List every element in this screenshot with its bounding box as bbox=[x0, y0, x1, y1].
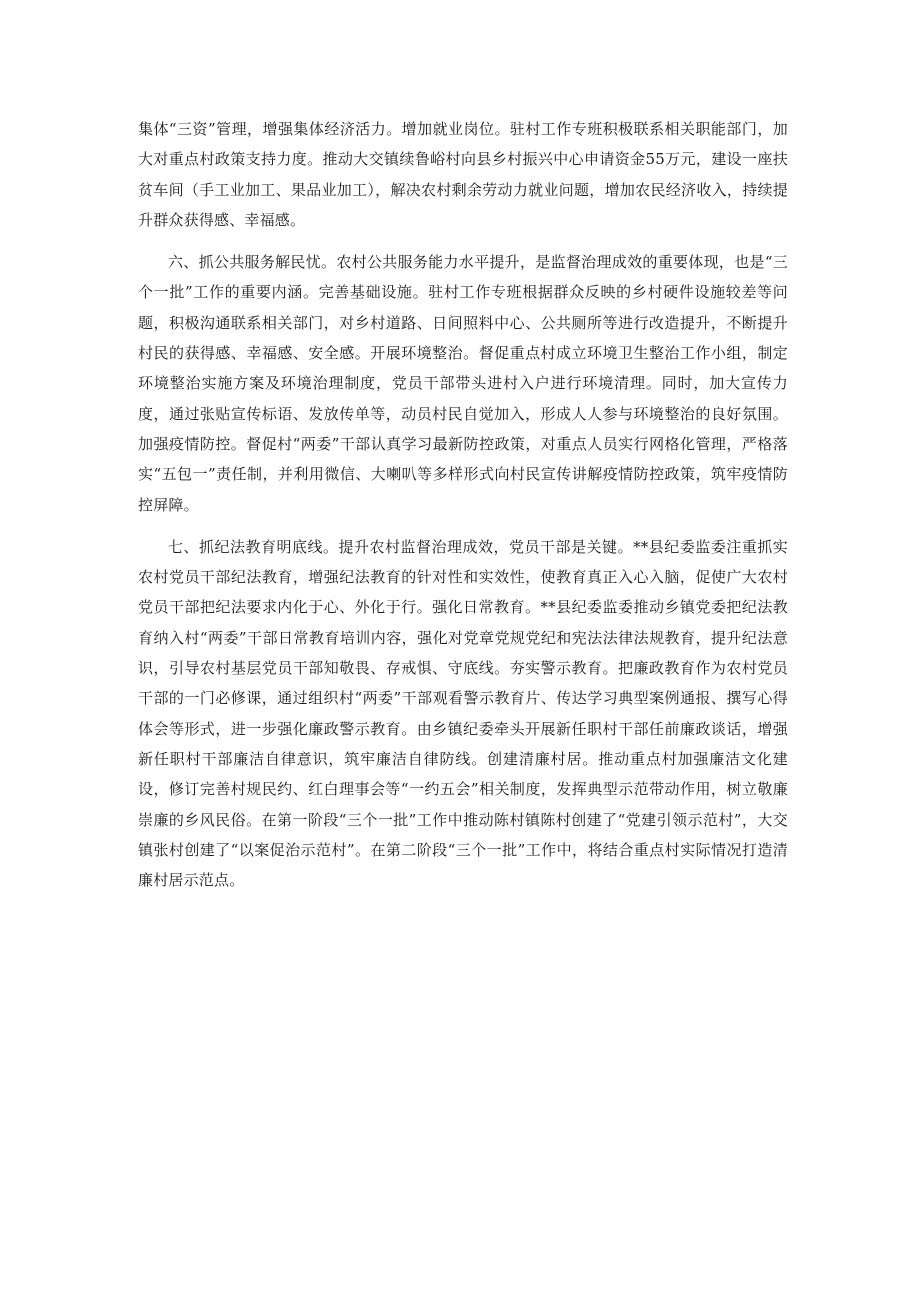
paragraph-continuation: 集体“三资”管理，增强集体经济活力。增加就业岗位。驻村工作专班积极联系相关职能部门，加大对重点村政策支持力度。推动大交镇续鲁峪村向县乡村振兴中心申请资金55万元，建设一座扶贫车间（手工业加工、果品业加工），解决农村剩余劳动力就业问题，增加农民经济收入，持续提升群众获得感、幸福感。 bbox=[138, 120, 788, 229]
document-body bbox=[138, 114, 788, 907]
paragraph-section-six: 六、抓公共服务解民忧。农村公共服务能力水平提升，是监督治理成效的重要体现，也是“三个一批”工作的重要内涵。完善基础设施。驻村工作专班根据群众反映的乡村硬件设施较差等问题，积极沟通联系相关部门，对乡村道路、日间照料中心、公共厕所等进行改造提升，不断提升村民的获得感、幸福感、安全感。开展环境整治。督促重点村成立环境卫生整治工作小组，制定环境整治实施方案及环境治理制度，党员干部带头进村入户进行环境清理。同时，加大宣传力度，通过张贴宣传标语、发放传单等，动员村民自觉加入，形成人人参与环境整治的良好氛围。加强疫情防控。督促村“两委”干部认真学习最新防控政策，对重点人员实行网格化管理，严格落实“五包一”责任制，并利用微信、大喇叭等多样形式向村民宣传讲解疫情防控政策，筑牢疫情防控屏障。 bbox=[138, 253, 788, 514]
paragraph-section-seven: 七、抓纪法教育明底线。提升农村监督治理成效，党员干部是关键。**县纪委监委注重抓实农村党员干部纪法教育，增强纪法教育的针对性和实效性，使教育真正入心入脑，促使广大农村党员干部把纪法要求内化于心、外化于行。强化日常教育。**县纪委监委推动乡镇党委把纪法教育纳入村“两委”干部日常教育培训内容，强化对党章党规党纪和宪法法律法规教育，提升纪法意识，引导农村基层党员干部知敬畏、存戒惧、守底线。夯实警示教育。把廉政教育作为农村党员干部的一门必修课，通过组织村“两委”干部观看警示教育片、传达学习典型案例通报、撰写心得体会等形式，进一步强化廉政警示教育。由乡镇纪委牵头开展新任职村干部任前廉政谈话，增强新任职村干部廉洁自律意识，筑牢廉洁自律防线。创建清廉村居。推动重点村加强廉洁文化建设，修订完善村规民约、红白理事会等“一约五会”相关制度，发挥典型示范带动作用，树立敬廉崇廉的乡风民俗。在第一阶段“三个一批”工作中推动陈村镇陈村创建了“党建引领示范村”，大交镇张村创建了“以案促治示范村”。在第二阶段“三个一批”工作中，将结合重点村实际情况打造清廉村居示范点。 bbox=[138, 537, 788, 890]
